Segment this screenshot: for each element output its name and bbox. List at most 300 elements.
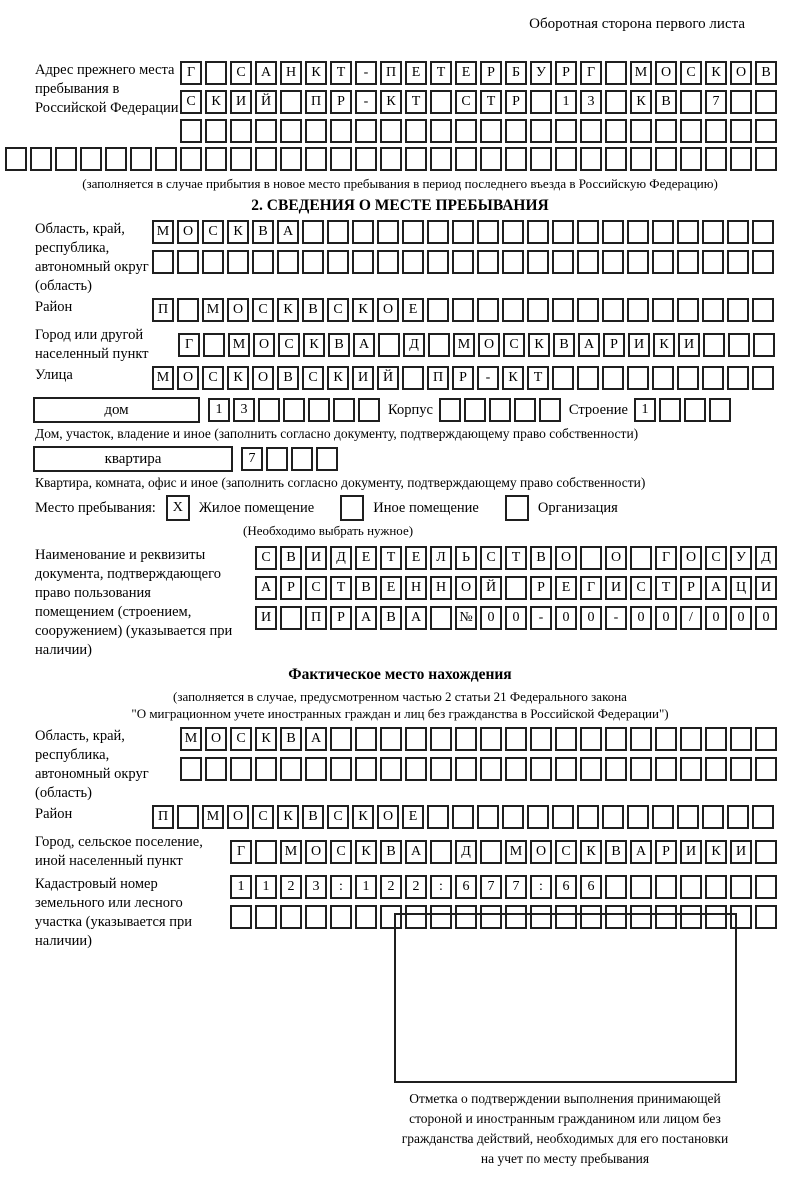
char-cell[interactable] bbox=[230, 905, 252, 929]
char-cell[interactable]: 1 bbox=[555, 90, 577, 114]
char-cell[interactable] bbox=[30, 147, 52, 171]
char-cell[interactable] bbox=[555, 727, 577, 751]
char-cell[interactable] bbox=[439, 398, 461, 422]
char-cell[interactable] bbox=[430, 727, 452, 751]
char-cell[interactable] bbox=[305, 905, 327, 929]
char-cell[interactable]: Д bbox=[455, 840, 477, 864]
char-cell[interactable] bbox=[605, 61, 627, 85]
char-cell[interactable]: М bbox=[453, 333, 475, 357]
char-cell[interactable]: - bbox=[477, 366, 499, 390]
char-cell[interactable]: Г bbox=[180, 61, 202, 85]
char-cell[interactable]: Б bbox=[505, 61, 527, 85]
char-cell[interactable]: О bbox=[730, 61, 752, 85]
char-cell[interactable]: Т bbox=[405, 90, 427, 114]
char-cell[interactable] bbox=[709, 398, 731, 422]
char-cell[interactable]: О bbox=[227, 298, 249, 322]
char-cell[interactable]: О bbox=[253, 333, 275, 357]
char-cell[interactable] bbox=[755, 90, 777, 114]
char-cell[interactable] bbox=[330, 147, 352, 171]
char-cell[interactable] bbox=[605, 119, 627, 143]
char-cell[interactable] bbox=[380, 147, 402, 171]
char-cell[interactable] bbox=[402, 366, 424, 390]
char-cell[interactable] bbox=[630, 546, 652, 570]
char-cell[interactable] bbox=[680, 875, 702, 899]
char-cell[interactable] bbox=[677, 366, 699, 390]
char-cell[interactable] bbox=[452, 250, 474, 274]
char-cell[interactable]: 0 bbox=[630, 606, 652, 630]
char-cell[interactable] bbox=[602, 805, 624, 829]
char-cell[interactable]: Р bbox=[452, 366, 474, 390]
char-cell[interactable] bbox=[477, 250, 499, 274]
char-cell[interactable]: С bbox=[503, 333, 525, 357]
char-cell[interactable]: К bbox=[630, 90, 652, 114]
char-cell[interactable] bbox=[380, 119, 402, 143]
char-cell[interactable]: 6 bbox=[455, 875, 477, 899]
char-cell[interactable] bbox=[283, 398, 305, 422]
char-cell[interactable] bbox=[680, 905, 702, 929]
char-cell[interactable]: Д bbox=[403, 333, 425, 357]
char-cell[interactable] bbox=[105, 147, 127, 171]
char-cell[interactable] bbox=[452, 220, 474, 244]
char-cell[interactable] bbox=[530, 147, 552, 171]
char-cell[interactable]: О bbox=[605, 546, 627, 570]
char-cell[interactable]: М bbox=[280, 840, 302, 864]
char-cell[interactable] bbox=[580, 757, 602, 781]
char-cell[interactable]: 7 bbox=[505, 875, 527, 899]
char-cell[interactable] bbox=[602, 250, 624, 274]
char-cell[interactable]: С bbox=[252, 298, 274, 322]
char-cell[interactable]: В bbox=[280, 546, 302, 570]
char-cell[interactable]: В bbox=[380, 606, 402, 630]
char-cell[interactable] bbox=[605, 875, 627, 899]
char-cell[interactable] bbox=[703, 333, 725, 357]
char-cell[interactable] bbox=[455, 119, 477, 143]
char-cell[interactable]: 1 bbox=[230, 875, 252, 899]
char-cell[interactable] bbox=[684, 398, 706, 422]
char-cell[interactable]: О bbox=[177, 220, 199, 244]
char-cell[interactable]: К bbox=[277, 298, 299, 322]
char-cell[interactable]: А bbox=[255, 61, 277, 85]
char-cell[interactable]: К bbox=[227, 220, 249, 244]
char-cell[interactable] bbox=[505, 576, 527, 600]
char-cell[interactable]: А bbox=[355, 606, 377, 630]
char-cell[interactable] bbox=[602, 298, 624, 322]
char-cell[interactable] bbox=[552, 805, 574, 829]
char-cell[interactable] bbox=[555, 905, 577, 929]
char-cell[interactable]: П bbox=[305, 90, 327, 114]
char-cell[interactable] bbox=[405, 147, 427, 171]
char-cell[interactable]: В bbox=[328, 333, 350, 357]
char-cell[interactable] bbox=[502, 250, 524, 274]
char-cell[interactable]: / bbox=[680, 606, 702, 630]
char-cell[interactable] bbox=[627, 298, 649, 322]
char-cell[interactable] bbox=[380, 905, 402, 929]
char-cell[interactable]: П bbox=[427, 366, 449, 390]
char-cell[interactable] bbox=[202, 250, 224, 274]
char-cell[interactable] bbox=[330, 727, 352, 751]
char-cell[interactable]: Г bbox=[230, 840, 252, 864]
char-cell[interactable]: Г bbox=[580, 576, 602, 600]
char-cell[interactable] bbox=[755, 757, 777, 781]
char-cell[interactable] bbox=[527, 298, 549, 322]
char-cell[interactable]: С bbox=[705, 546, 727, 570]
char-cell[interactable] bbox=[577, 366, 599, 390]
char-cell[interactable] bbox=[753, 333, 775, 357]
char-cell[interactable] bbox=[527, 805, 549, 829]
char-cell[interactable] bbox=[280, 757, 302, 781]
char-cell[interactable]: К bbox=[305, 61, 327, 85]
char-cell[interactable] bbox=[455, 905, 477, 929]
char-cell[interactable] bbox=[430, 90, 452, 114]
char-cell[interactable] bbox=[755, 147, 777, 171]
char-cell[interactable] bbox=[677, 250, 699, 274]
char-cell[interactable]: К bbox=[502, 366, 524, 390]
char-cell[interactable]: В bbox=[355, 576, 377, 600]
char-cell[interactable] bbox=[505, 905, 527, 929]
char-cell[interactable] bbox=[755, 905, 777, 929]
char-cell[interactable]: К bbox=[705, 61, 727, 85]
char-cell[interactable] bbox=[230, 757, 252, 781]
char-cell[interactable] bbox=[180, 757, 202, 781]
char-cell[interactable]: К bbox=[355, 840, 377, 864]
char-cell[interactable] bbox=[280, 905, 302, 929]
char-cell[interactable] bbox=[702, 366, 724, 390]
char-cell[interactable] bbox=[255, 757, 277, 781]
char-cell[interactable] bbox=[205, 61, 227, 85]
char-cell[interactable] bbox=[302, 250, 324, 274]
char-cell[interactable] bbox=[316, 447, 338, 471]
char-cell[interactable]: П bbox=[305, 606, 327, 630]
char-cell[interactable]: И bbox=[628, 333, 650, 357]
char-cell[interactable] bbox=[477, 220, 499, 244]
char-cell[interactable]: П bbox=[152, 298, 174, 322]
char-cell[interactable] bbox=[755, 875, 777, 899]
char-cell[interactable] bbox=[580, 727, 602, 751]
char-cell[interactable] bbox=[305, 757, 327, 781]
char-cell[interactable] bbox=[755, 840, 777, 864]
char-cell[interactable] bbox=[577, 298, 599, 322]
char-cell[interactable]: : bbox=[430, 875, 452, 899]
char-cell[interactable]: 3 bbox=[233, 398, 255, 422]
char-cell[interactable] bbox=[480, 840, 502, 864]
char-cell[interactable]: И bbox=[730, 840, 752, 864]
char-cell[interactable]: К bbox=[327, 366, 349, 390]
char-cell[interactable]: Е bbox=[402, 298, 424, 322]
char-cell[interactable] bbox=[327, 250, 349, 274]
char-cell[interactable] bbox=[205, 119, 227, 143]
char-cell[interactable] bbox=[602, 366, 624, 390]
char-cell[interactable] bbox=[330, 905, 352, 929]
char-cell[interactable] bbox=[455, 727, 477, 751]
char-cell[interactable] bbox=[430, 606, 452, 630]
char-cell[interactable] bbox=[55, 147, 77, 171]
char-cell[interactable] bbox=[203, 333, 225, 357]
char-cell[interactable]: Е bbox=[455, 61, 477, 85]
char-cell[interactable]: 0 bbox=[580, 606, 602, 630]
char-cell[interactable] bbox=[627, 220, 649, 244]
char-cell[interactable]: Й bbox=[377, 366, 399, 390]
char-cell[interactable]: М bbox=[152, 220, 174, 244]
char-cell[interactable] bbox=[430, 757, 452, 781]
char-cell[interactable]: К bbox=[528, 333, 550, 357]
char-cell[interactable] bbox=[730, 147, 752, 171]
char-cell[interactable]: В bbox=[755, 61, 777, 85]
char-cell[interactable] bbox=[659, 398, 681, 422]
char-cell[interactable]: К bbox=[205, 90, 227, 114]
char-cell[interactable] bbox=[655, 757, 677, 781]
char-cell[interactable]: С bbox=[327, 805, 349, 829]
char-cell[interactable]: К bbox=[580, 840, 602, 864]
char-cell[interactable]: К bbox=[255, 727, 277, 751]
char-cell[interactable]: К bbox=[352, 298, 374, 322]
char-cell[interactable]: - bbox=[530, 606, 552, 630]
char-cell[interactable]: Р bbox=[603, 333, 625, 357]
char-cell[interactable] bbox=[505, 757, 527, 781]
char-cell[interactable] bbox=[680, 757, 702, 781]
char-cell[interactable]: Т bbox=[655, 576, 677, 600]
char-cell[interactable]: 0 bbox=[655, 606, 677, 630]
char-cell[interactable]: 3 bbox=[305, 875, 327, 899]
char-cell[interactable]: 6 bbox=[580, 875, 602, 899]
char-cell[interactable] bbox=[427, 298, 449, 322]
char-cell[interactable] bbox=[330, 119, 352, 143]
char-cell[interactable] bbox=[728, 333, 750, 357]
char-cell[interactable] bbox=[605, 757, 627, 781]
char-cell[interactable] bbox=[480, 727, 502, 751]
char-cell[interactable]: С bbox=[202, 366, 224, 390]
char-cell[interactable] bbox=[302, 220, 324, 244]
char-cell[interactable] bbox=[577, 805, 599, 829]
char-cell[interactable]: В bbox=[280, 727, 302, 751]
char-cell[interactable]: А bbox=[705, 576, 727, 600]
char-cell[interactable] bbox=[552, 298, 574, 322]
char-cell[interactable] bbox=[355, 727, 377, 751]
char-cell[interactable]: И bbox=[230, 90, 252, 114]
char-cell[interactable] bbox=[680, 727, 702, 751]
char-cell[interactable]: Р bbox=[555, 61, 577, 85]
char-cell[interactable] bbox=[702, 805, 724, 829]
char-cell[interactable] bbox=[266, 447, 288, 471]
char-cell[interactable]: С bbox=[302, 366, 324, 390]
char-cell[interactable]: 1 bbox=[634, 398, 656, 422]
char-cell[interactable] bbox=[730, 119, 752, 143]
char-cell[interactable]: Т bbox=[505, 546, 527, 570]
char-cell[interactable] bbox=[577, 220, 599, 244]
char-cell[interactable] bbox=[580, 147, 602, 171]
char-cell[interactable]: К bbox=[705, 840, 727, 864]
char-cell[interactable] bbox=[655, 119, 677, 143]
char-cell[interactable] bbox=[502, 220, 524, 244]
char-cell[interactable] bbox=[505, 727, 527, 751]
char-cell[interactable]: Г bbox=[580, 61, 602, 85]
char-cell[interactable] bbox=[255, 840, 277, 864]
char-cell[interactable] bbox=[652, 298, 674, 322]
char-cell[interactable] bbox=[752, 220, 774, 244]
char-cell[interactable]: В bbox=[380, 840, 402, 864]
char-cell[interactable]: С bbox=[555, 840, 577, 864]
char-cell[interactable]: А bbox=[277, 220, 299, 244]
char-cell[interactable] bbox=[652, 366, 674, 390]
char-cell[interactable]: Й bbox=[480, 576, 502, 600]
char-cell[interactable] bbox=[327, 220, 349, 244]
char-cell[interactable]: У bbox=[730, 546, 752, 570]
char-cell[interactable] bbox=[477, 298, 499, 322]
char-cell[interactable] bbox=[455, 757, 477, 781]
char-cell[interactable]: Т bbox=[330, 61, 352, 85]
char-cell[interactable] bbox=[430, 905, 452, 929]
char-cell[interactable] bbox=[630, 905, 652, 929]
char-cell[interactable] bbox=[427, 250, 449, 274]
char-cell[interactable] bbox=[530, 905, 552, 929]
char-cell[interactable] bbox=[652, 220, 674, 244]
char-cell[interactable]: В bbox=[252, 220, 274, 244]
char-cell[interactable]: Е bbox=[555, 576, 577, 600]
char-cell[interactable] bbox=[580, 119, 602, 143]
char-cell[interactable]: Р bbox=[330, 90, 352, 114]
char-cell[interactable]: Д bbox=[330, 546, 352, 570]
char-cell[interactable] bbox=[5, 147, 27, 171]
char-cell[interactable] bbox=[730, 905, 752, 929]
char-cell[interactable]: 0 bbox=[755, 606, 777, 630]
char-cell[interactable] bbox=[605, 90, 627, 114]
char-cell[interactable] bbox=[308, 398, 330, 422]
char-cell[interactable]: 1 bbox=[355, 875, 377, 899]
char-cell[interactable]: А bbox=[630, 840, 652, 864]
char-cell[interactable]: А bbox=[305, 727, 327, 751]
char-cell[interactable] bbox=[291, 447, 313, 471]
char-cell[interactable]: 2 bbox=[380, 875, 402, 899]
char-cell[interactable] bbox=[627, 366, 649, 390]
char-cell[interactable]: Н bbox=[280, 61, 302, 85]
char-cell[interactable] bbox=[530, 727, 552, 751]
char-cell[interactable] bbox=[705, 757, 727, 781]
char-cell[interactable]: О bbox=[377, 298, 399, 322]
char-cell[interactable] bbox=[230, 147, 252, 171]
char-cell[interactable]: О bbox=[478, 333, 500, 357]
char-cell[interactable]: И bbox=[255, 606, 277, 630]
char-cell[interactable] bbox=[477, 805, 499, 829]
char-cell[interactable]: Л bbox=[430, 546, 452, 570]
char-cell[interactable] bbox=[680, 147, 702, 171]
char-cell[interactable] bbox=[480, 147, 502, 171]
char-cell[interactable] bbox=[730, 727, 752, 751]
char-cell[interactable] bbox=[730, 90, 752, 114]
char-cell[interactable] bbox=[727, 298, 749, 322]
char-cell[interactable] bbox=[552, 366, 574, 390]
char-cell[interactable] bbox=[130, 147, 152, 171]
char-cell[interactable]: Й bbox=[255, 90, 277, 114]
char-cell[interactable]: Е bbox=[380, 576, 402, 600]
char-cell[interactable]: С bbox=[630, 576, 652, 600]
char-cell[interactable]: Д bbox=[755, 546, 777, 570]
char-cell[interactable] bbox=[555, 147, 577, 171]
char-cell[interactable] bbox=[630, 119, 652, 143]
char-cell[interactable] bbox=[705, 727, 727, 751]
char-cell[interactable] bbox=[402, 250, 424, 274]
char-cell[interactable]: Ц bbox=[730, 576, 752, 600]
char-cell[interactable] bbox=[552, 220, 574, 244]
char-cell[interactable] bbox=[177, 298, 199, 322]
char-cell[interactable] bbox=[552, 250, 574, 274]
char-cell[interactable]: Р bbox=[280, 576, 302, 600]
char-cell[interactable]: О bbox=[555, 546, 577, 570]
char-cell[interactable] bbox=[539, 398, 561, 422]
char-cell[interactable] bbox=[280, 90, 302, 114]
char-cell[interactable]: К bbox=[653, 333, 675, 357]
char-cell[interactable] bbox=[280, 606, 302, 630]
char-cell[interactable]: С bbox=[202, 220, 224, 244]
char-cell[interactable]: В bbox=[302, 298, 324, 322]
char-cell[interactable] bbox=[355, 757, 377, 781]
char-cell[interactable] bbox=[355, 147, 377, 171]
organization-checkbox[interactable] bbox=[505, 495, 529, 521]
char-cell[interactable] bbox=[655, 875, 677, 899]
char-cell[interactable] bbox=[330, 757, 352, 781]
char-cell[interactable]: 1 bbox=[208, 398, 230, 422]
char-cell[interactable] bbox=[428, 333, 450, 357]
char-cell[interactable] bbox=[180, 147, 202, 171]
char-cell[interactable]: М bbox=[505, 840, 527, 864]
char-cell[interactable] bbox=[464, 398, 486, 422]
char-cell[interactable] bbox=[630, 757, 652, 781]
char-cell[interactable] bbox=[677, 298, 699, 322]
char-cell[interactable] bbox=[505, 119, 527, 143]
char-cell[interactable] bbox=[702, 220, 724, 244]
char-cell[interactable]: О bbox=[252, 366, 274, 390]
char-cell[interactable]: О bbox=[305, 840, 327, 864]
char-cell[interactable]: : bbox=[330, 875, 352, 899]
char-cell[interactable]: 1 bbox=[255, 875, 277, 899]
char-cell[interactable] bbox=[602, 220, 624, 244]
char-cell[interactable]: Т bbox=[330, 576, 352, 600]
char-cell[interactable]: Р bbox=[480, 61, 502, 85]
char-cell[interactable]: - bbox=[355, 90, 377, 114]
char-cell[interactable] bbox=[205, 757, 227, 781]
char-cell[interactable] bbox=[752, 366, 774, 390]
char-cell[interactable] bbox=[627, 805, 649, 829]
char-cell[interactable]: Ь bbox=[455, 546, 477, 570]
char-cell[interactable] bbox=[380, 727, 402, 751]
char-cell[interactable] bbox=[430, 147, 452, 171]
char-cell[interactable] bbox=[652, 250, 674, 274]
char-cell[interactable] bbox=[355, 119, 377, 143]
char-cell[interactable] bbox=[652, 805, 674, 829]
char-cell[interactable]: - bbox=[605, 606, 627, 630]
char-cell[interactable]: С bbox=[252, 805, 274, 829]
char-cell[interactable] bbox=[152, 250, 174, 274]
char-cell[interactable] bbox=[405, 119, 427, 143]
char-cell[interactable]: А bbox=[405, 606, 427, 630]
char-cell[interactable]: П bbox=[380, 61, 402, 85]
char-cell[interactable] bbox=[502, 805, 524, 829]
char-cell[interactable] bbox=[605, 727, 627, 751]
char-cell[interactable] bbox=[405, 905, 427, 929]
char-cell[interactable]: О bbox=[655, 61, 677, 85]
char-cell[interactable]: 0 bbox=[480, 606, 502, 630]
char-cell[interactable]: Т bbox=[527, 366, 549, 390]
char-cell[interactable] bbox=[427, 805, 449, 829]
char-cell[interactable] bbox=[705, 147, 727, 171]
residential-checkbox[interactable]: X bbox=[166, 495, 190, 521]
char-cell[interactable] bbox=[680, 90, 702, 114]
char-cell[interactable] bbox=[655, 147, 677, 171]
char-cell[interactable] bbox=[502, 298, 524, 322]
char-cell[interactable]: Г bbox=[655, 546, 677, 570]
char-cell[interactable] bbox=[702, 250, 724, 274]
char-cell[interactable] bbox=[727, 250, 749, 274]
char-cell[interactable] bbox=[255, 119, 277, 143]
char-cell[interactable]: И bbox=[680, 840, 702, 864]
